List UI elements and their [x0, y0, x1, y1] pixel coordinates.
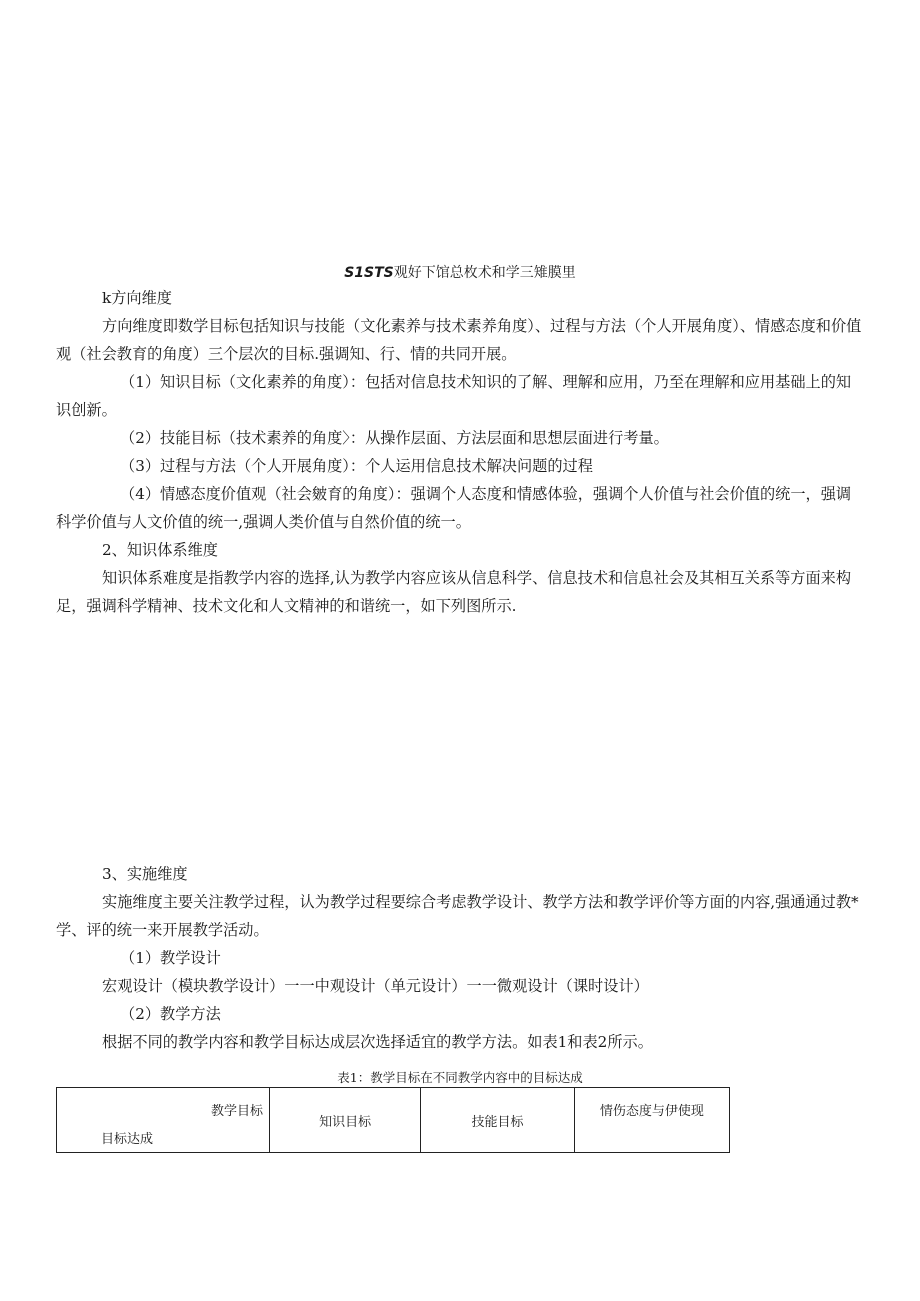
paragraph-skill-goal: （2）技能目标（技术素养的角度〉：从操作层面、方法层面和思想层面进行考量。 [120, 429, 669, 447]
table1-corner-cell [57, 1088, 270, 1153]
table1-header-skill: 技能目标 [421, 1088, 574, 1153]
paragraph-design-levels: 宏观设计（模块教学设计）一一中观设计（单元设计）一一微观设计（课时设计） [102, 977, 649, 995]
table1-caption: 表1：教学目标在不同教学内容中的目标达成 [337, 1070, 583, 1085]
paragraph-teaching-method: （2）教学方法 [120, 1005, 221, 1023]
corner-top-label: 教学目标 [210, 1104, 263, 1119]
paragraph-direction-intro: 方向维度即数学目标包括知识与技能（文化素养与技术素养角度）、过程与方法（个人开展角度）、情感态度和价值观（社会教育的角度）三个层次的目标.强调知、行、情的共同开展。 [56, 317, 862, 363]
title-bold-part: S1STS [344, 265, 394, 281]
title-rest: 观好下馆总枚术和学三雉膜里 [393, 265, 576, 281]
paragraph-process-method: （3）过程与方法（个人开展角度）：个人运用信息技术解决问题的过程 [120, 457, 593, 475]
table1 [56, 1087, 730, 1153]
paragraph-method-selection: 根据不同的教学内容和教学目标达成层次选择适宜的教学方法。如表1和表2所示。 [102, 1033, 653, 1051]
paragraph-emotion-values: （4）情感态度价值观（社会皴育的角度）：强调个人态度和情感体验，强调个人价值与社会价值的统一，强调科学价值与人文价值的统一,强调人类价值与自然价值的统一。 [56, 485, 852, 531]
table-row [57, 1088, 730, 1153]
paragraph-teaching-design: （1）教学设计 [120, 949, 221, 967]
paragraph-implementation: 实施维度主要关注教学过程，认为教学过程要综合考虑教学设计、教学方法和教学评价等方面的内容,强通通过教*学、评的统一来开展教学活动。 [56, 893, 859, 939]
page-title [0, 262, 920, 282]
heading-implementation: 3、实施维度 [102, 865, 188, 883]
heading-knowledge-system: 2、知识体系维度 [102, 541, 218, 559]
paragraph-knowledge-goal: （1）知识目标（文化素养的角度）：包括对信息技术知识的了解、理解和应用，乃至在理解和应用基础上的知识创新。 [56, 373, 852, 419]
table1-header-emotion: 情伤态度与伊使现 [574, 1088, 729, 1153]
corner-bottom-label: 目标达成 [101, 1132, 154, 1147]
heading-direction-dimension: k方向维度 [102, 289, 172, 307]
table1-header-knowledge: 知识目标 [270, 1088, 421, 1153]
paragraph-knowledge-system: 知识体系难度是指教学内容的选择,认为教学内容应该从信息科学、信息技术和信息社会及其相互关系等方面来构足，强调科学精神、技术文化和人文精神的和谐统一，如下列图所示. [56, 569, 852, 615]
